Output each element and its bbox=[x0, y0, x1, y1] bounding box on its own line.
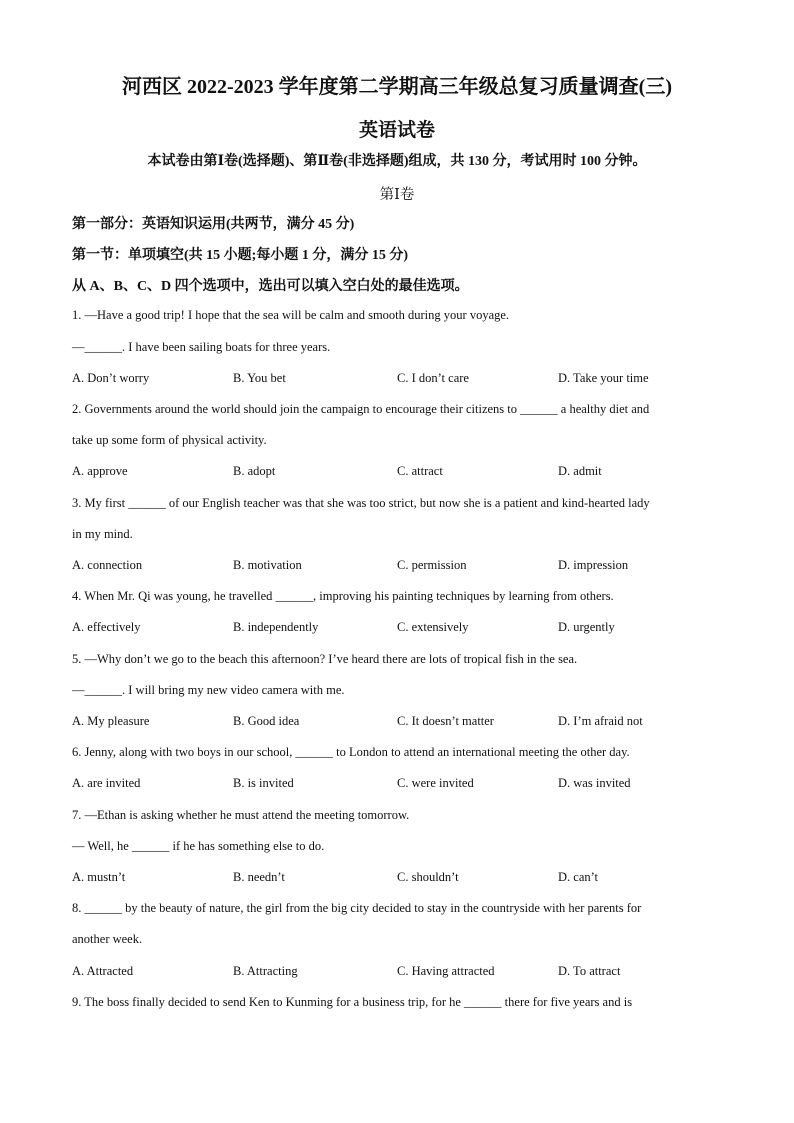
question-3-stem-cont: in my mind. bbox=[72, 527, 133, 541]
q8-option-d: D. To attract bbox=[558, 964, 621, 978]
volume-heading: 第Ⅰ卷 bbox=[379, 187, 415, 203]
subject-title: 英语试卷 bbox=[358, 120, 435, 141]
question-6-stem: 6. Jenny, along with two boys in our school, ______ to London to attend an international meeting the other day. bbox=[72, 745, 630, 759]
question-5-reply: —______. I will bring my new video camera with me. bbox=[72, 683, 345, 697]
q3-option-c: C. permission bbox=[397, 558, 467, 572]
q8-option-c: C. Having attracted bbox=[397, 964, 495, 978]
q3-option-b: B. motivation bbox=[233, 558, 302, 572]
q6-option-d: D. was invited bbox=[558, 776, 631, 790]
q1-option-b: B. You bet bbox=[233, 371, 286, 385]
q4-option-a: A. effectively bbox=[72, 620, 141, 634]
question-2-stem-cont: take up some form of physical activity. bbox=[72, 433, 267, 447]
q5-option-d: D. I’m afraid not bbox=[558, 714, 643, 728]
question-8-stem: 8. ______ by the beauty of nature, the girl from the big city decided to stay in the countryside with her parents for bbox=[72, 901, 642, 915]
q1-option-d: D. Take your time bbox=[558, 371, 649, 385]
exam-instructions: 本试卷由第Ⅰ卷(选择题)、第Ⅱ卷(非选择题)组成，共 130 分，考试用时 100 分钟。 bbox=[147, 154, 647, 169]
question-7-stem: 7. —Ethan is asking whether he must attend the meeting tomorrow. bbox=[72, 808, 410, 822]
q7-option-b: B. needn’t bbox=[233, 870, 285, 884]
q2-option-c: C. attract bbox=[397, 464, 443, 478]
q1-option-a: A. Don’t worry bbox=[72, 371, 150, 385]
q6-option-b: B. is invited bbox=[233, 776, 294, 790]
q6-option-c: C. were invited bbox=[397, 776, 474, 790]
q7-option-c: C. shouldn’t bbox=[397, 870, 459, 884]
q4-option-d: D. urgently bbox=[558, 620, 615, 634]
question-4-stem: 4. When Mr. Qi was young, he travelled ______, improving his painting techniques by learning from others. bbox=[72, 589, 614, 603]
q1-option-c: C. I don’t care bbox=[397, 371, 469, 385]
directions-text: 从 A、B、C、D 四个选项中，选出可以填入空白处的最佳选项。 bbox=[72, 279, 469, 294]
q7-option-a: A. mustn’t bbox=[72, 870, 126, 884]
question-9-stem: 9. The boss finally decided to send Ken to Kunming for a business trip, for he ______ there for five years and is bbox=[72, 995, 633, 1009]
q3-option-d: D. impression bbox=[558, 558, 629, 572]
q8-option-b: B. Attracting bbox=[233, 964, 298, 978]
section1-heading: 第一节：单项填空(共 15 小题;每小题 1 分，满分 15 分) bbox=[72, 248, 408, 263]
question-8-stem-cont: another week. bbox=[72, 932, 143, 946]
q7-option-d: D. can’t bbox=[558, 870, 599, 884]
question-5-stem: 5. —Why don’t we go to the beach this afternoon? I’ve heard there are lots of tropical fish in the sea. bbox=[72, 652, 578, 666]
q4-option-b: B. independently bbox=[233, 620, 319, 634]
q2-option-b: B. adopt bbox=[233, 464, 276, 478]
question-3-stem: 3. My first ______ of our English teacher was that she was too strict, but now she is a patient and kind-hearted lady bbox=[72, 496, 650, 510]
q5-option-a: A. My pleasure bbox=[72, 714, 150, 728]
q4-option-c: C. extensively bbox=[397, 620, 469, 634]
q2-option-d: D. admit bbox=[558, 464, 602, 478]
question-1-stem: 1. —Have a good trip! I hope that the sea will be calm and smooth during your voyage. bbox=[72, 308, 510, 322]
question-7-reply: — Well, he ______ if he has something else to do. bbox=[72, 839, 325, 853]
q5-option-b: B. Good idea bbox=[233, 714, 300, 728]
q2-option-a: A. approve bbox=[72, 464, 128, 478]
question-1-reply: —______. I have been sailing boats for three years. bbox=[72, 340, 331, 354]
question-2-stem: 2. Governments around the world should join the campaign to encourage their citizens to ______ a healthy diet and bbox=[72, 402, 650, 416]
q3-option-a: A. connection bbox=[72, 558, 143, 572]
q6-option-a: A. are invited bbox=[72, 776, 141, 790]
q8-option-a: A. Attracted bbox=[72, 964, 134, 978]
exam-title: 河西区 2022-2023 学年度第二学期高三年级总复习质量调查(三) bbox=[122, 76, 672, 98]
q5-option-c: C. It doesn’t matter bbox=[397, 714, 494, 728]
part1-heading: 第一部分：英语知识运用(共两节，满分 45 分) bbox=[72, 217, 355, 232]
